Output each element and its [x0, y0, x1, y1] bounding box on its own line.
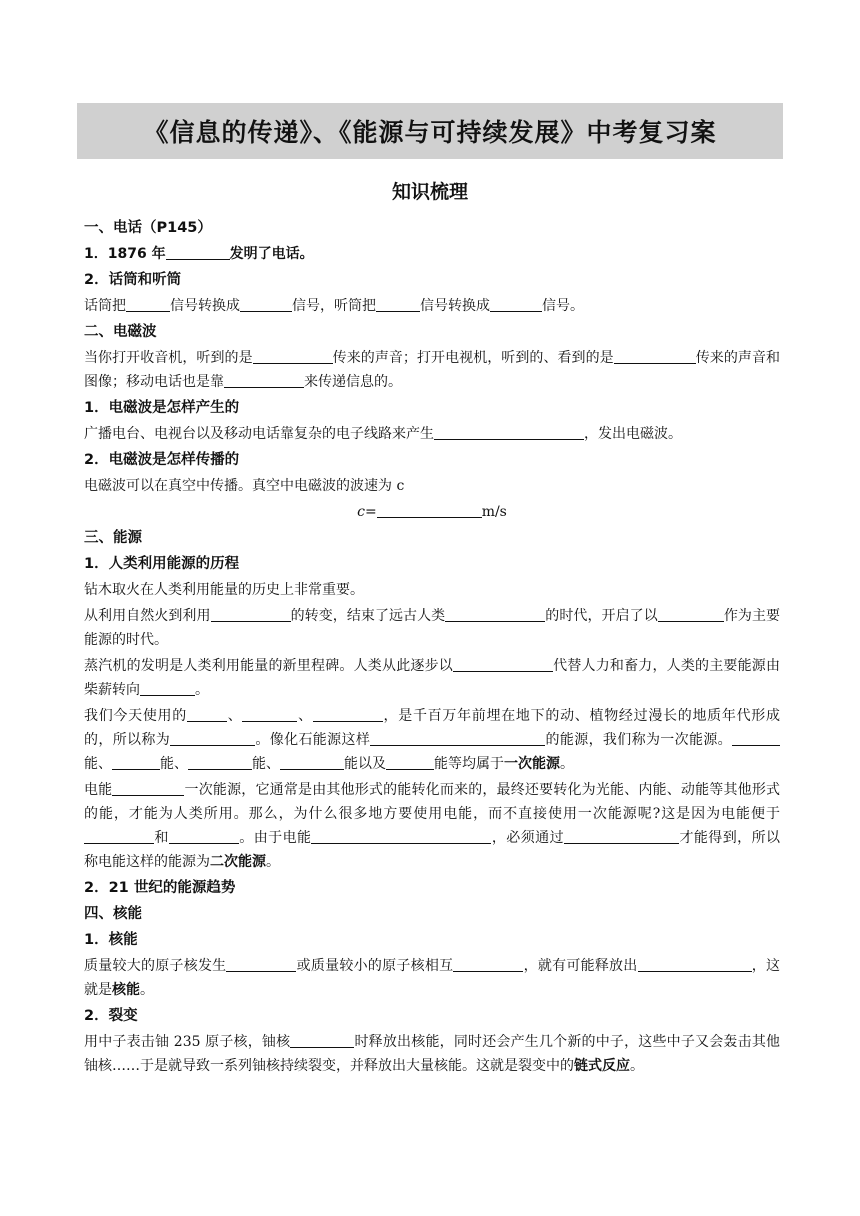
- blank[interactable]: [280, 754, 344, 770]
- blank[interactable]: [240, 296, 292, 312]
- blank[interactable]: [434, 424, 584, 440]
- text: 时释放出核能，同时还会产生几个新的中子，这些中子又会轰击其他铀核……于是就导致一系列铀核持续裂变，并释放出大量核能。这就是裂变中的: [84, 1034, 781, 1074]
- text: 信号，听筒把: [292, 298, 376, 314]
- blank[interactable]: [188, 754, 252, 770]
- blank[interactable]: [370, 730, 545, 746]
- text: 信号转换成: [420, 298, 490, 314]
- heading-energy: 三、能源: [84, 530, 142, 546]
- heading-energy-trend: 2．21 世纪的能源趋势: [84, 880, 236, 896]
- text: 信号转换成: [170, 298, 240, 314]
- text: 。: [195, 682, 209, 698]
- text: 或质量较小的原子核相互: [296, 958, 454, 974]
- text: 传来的声音；打开电视机，听到的、看到的是: [332, 350, 614, 366]
- text: 作为主要能源的时代。: [84, 608, 781, 648]
- text: 。: [560, 756, 574, 772]
- blank[interactable]: [126, 296, 170, 312]
- blank[interactable]: [290, 1032, 354, 1048]
- term-nuclear-energy: 核能: [112, 982, 140, 998]
- blank[interactable]: [688, 956, 752, 972]
- para-nuclear-energy: [84, 954, 780, 1002]
- text: 才能得到，所以称电能这样的能源为: [84, 830, 781, 870]
- heading-mic-earpiece: 2．话筒和听筒: [84, 272, 182, 288]
- blank[interactable]: [453, 656, 553, 672]
- blank[interactable]: [732, 730, 780, 746]
- text: 的时代，开启了以: [545, 608, 658, 624]
- heading-em-propagation: 2．电磁波是怎样传播的: [84, 452, 240, 468]
- blank[interactable]: [253, 348, 333, 364]
- para-em-propagation: 电磁波可以在真空中传播。真空中电磁波的波速为 c: [84, 478, 405, 494]
- text: ，这就是: [84, 958, 781, 998]
- blank[interactable]: [461, 828, 491, 844]
- text: 能、: [252, 756, 280, 772]
- text: 用中子表击铀 235 原子核，铀核: [84, 1034, 291, 1050]
- blank[interactable]: [386, 754, 434, 770]
- text: 。: [630, 1058, 644, 1074]
- text: 。: [266, 854, 280, 870]
- term-secondary-energy: 二次能源: [210, 854, 266, 870]
- blank[interactable]: [564, 828, 679, 844]
- blank[interactable]: [490, 296, 542, 312]
- blank[interactable]: [211, 606, 291, 622]
- para-natural-fire: [84, 604, 780, 652]
- blank[interactable]: [638, 956, 688, 972]
- text: 质量较大的原子核发生: [84, 958, 227, 974]
- text: 一次能源，它通常是由其他形式的能转化而来的，最终还要转化为光能、内能、动能等其他形式的能，才能为人类所用。那么，为什么很多地方要使用电能，而不直接使用一次能源呢?这是因为电能便于: [84, 782, 781, 822]
- text: 。像化石能源这样: [255, 732, 371, 748]
- text: 能、: [84, 756, 112, 772]
- text-symbol: c: [357, 504, 365, 520]
- text: 信号。: [542, 298, 584, 314]
- title-banner: [77, 103, 783, 159]
- blank[interactable]: [614, 348, 666, 364]
- blank[interactable]: [694, 606, 724, 622]
- heading-telephone: 一、电话（P145）: [84, 220, 212, 236]
- text-year: 1．1876 年: [84, 246, 166, 262]
- text: 能、: [160, 756, 188, 772]
- text-equals: =: [364, 504, 377, 520]
- item-telephone-invention: [84, 242, 780, 266]
- blank[interactable]: [170, 730, 255, 746]
- term-chain-reaction: 链式反应: [574, 1058, 630, 1074]
- text: ，是千百万年前埋在地下的动、植物经过漫长的地质年代形成的，所以称为: [84, 708, 781, 748]
- text: 电能: [84, 782, 113, 798]
- blank[interactable]: [666, 348, 696, 364]
- blank[interactable]: [226, 956, 296, 972]
- blank[interactable]: [140, 680, 195, 696]
- text: 从利用自然火到利用: [84, 608, 211, 624]
- text: 能以及: [344, 756, 386, 772]
- para-fire: 钻木取火在人类利用能量的历史上非常重要。: [84, 582, 364, 598]
- text: 。由于电能: [238, 830, 312, 846]
- heading-fission: 2．裂变: [84, 1008, 138, 1024]
- blank[interactable]: [313, 706, 383, 722]
- heading-em-wave: 二、电磁波: [84, 324, 157, 340]
- para-fossil-energy: [84, 704, 780, 776]
- page-title: 《信息的传递》、《能源与可持续发展》中考复习案: [143, 118, 717, 147]
- blank[interactable]: [166, 244, 230, 260]
- text: 来传递信息的。: [304, 374, 402, 390]
- text: 我们今天使用的: [84, 708, 187, 724]
- text-unit: m/s: [481, 504, 507, 520]
- text: 的转变，结束了远古人类: [290, 608, 446, 624]
- blank[interactable]: [311, 828, 461, 844]
- formula-wave-speed: [84, 500, 780, 524]
- text: ，必须通过: [491, 830, 565, 846]
- text: 和: [154, 830, 169, 846]
- text: ，发出电磁波。: [584, 426, 682, 442]
- section-subtitle: 知识梳理: [391, 181, 468, 203]
- text: 蒸汽机的发明是人类利用能量的新里程碑。人类从此逐步以: [84, 658, 453, 674]
- para-em-wave: [84, 346, 780, 394]
- text: ，就有可能释放出: [523, 958, 638, 974]
- text-invented: 发明了电话。: [229, 246, 314, 262]
- blank[interactable]: [187, 706, 227, 722]
- text: 、: [297, 708, 313, 724]
- text: 的能源，我们称为一次能源。: [545, 732, 733, 748]
- para-fission: [84, 1030, 780, 1078]
- item-mic-earpiece: [84, 294, 780, 318]
- term-primary-energy: 一次能源: [504, 756, 560, 772]
- blank[interactable]: [169, 828, 239, 844]
- heading-nuclear: 四、核能: [84, 906, 142, 922]
- blank[interactable]: [224, 372, 304, 388]
- para-steam-engine: [84, 654, 780, 702]
- blank[interactable]: [445, 606, 545, 622]
- text: 当你打开收音机，听到的是: [84, 350, 253, 366]
- text: 代替人力和畜力，人类的主要能源由柴薪转向: [84, 658, 780, 698]
- blank[interactable]: [84, 828, 154, 844]
- blank[interactable]: [242, 706, 297, 722]
- text: 广播电台、电视台以及移动电话靠复杂的电子线路来产生: [84, 426, 434, 442]
- document-body: [84, 216, 780, 1078]
- para-electric-energy: [84, 778, 780, 874]
- text: 传来的声音和图像；移动电话也是靠: [84, 350, 781, 390]
- heading-em-generation: 1．电磁波是怎样产生的: [84, 400, 240, 416]
- blank[interactable]: [112, 754, 160, 770]
- heading-nuclear-energy: 1．核能: [84, 932, 138, 948]
- blank[interactable]: [453, 956, 523, 972]
- blank[interactable]: [377, 502, 482, 518]
- para-em-generation: [84, 422, 780, 446]
- heading-energy-history: 1．人类利用能源的历程: [84, 556, 240, 572]
- text: 话筒把: [84, 298, 126, 314]
- blank[interactable]: [658, 606, 694, 622]
- blank[interactable]: [112, 780, 184, 796]
- text: 能等均属于: [434, 756, 504, 772]
- text: 。: [140, 982, 154, 998]
- blank[interactable]: [376, 296, 420, 312]
- text: 、: [226, 708, 243, 724]
